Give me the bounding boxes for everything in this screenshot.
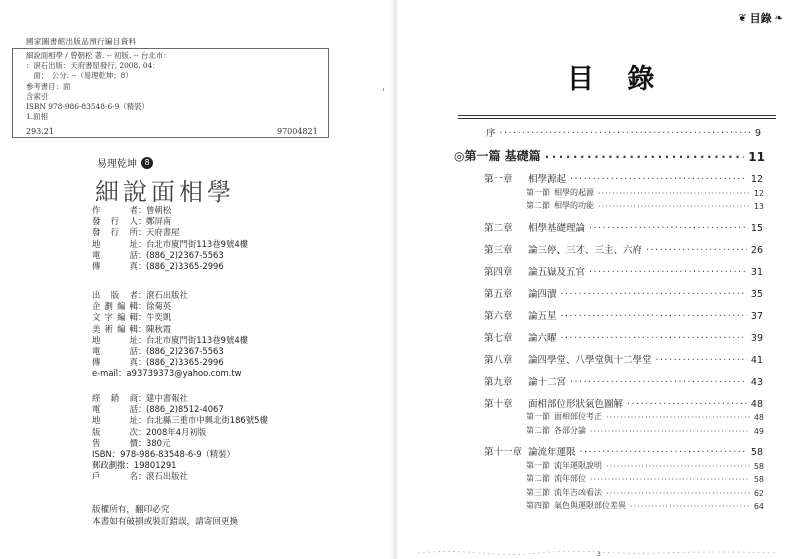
title-rule bbox=[458, 115, 776, 116]
info-row: 發行所 ： 天府書屋 bbox=[92, 227, 180, 238]
toc-chapter[interactable] bbox=[484, 242, 763, 256]
toc-chapter-page: 12 bbox=[750, 174, 763, 185]
toc-section[interactable] bbox=[526, 500, 764, 511]
toc-preface[interactable] bbox=[486, 125, 761, 139]
cip-line: ISBN 978-986-83548-6-9（精裝） bbox=[26, 102, 149, 112]
leader-dots bbox=[590, 427, 750, 436]
running-header bbox=[738, 10, 783, 26]
leader-dots bbox=[500, 128, 751, 139]
info-row: 文字編輯 ： 牛奕凱 bbox=[92, 312, 172, 323]
editorial-info-block bbox=[92, 290, 248, 380]
toc-chapter-page: 15 bbox=[750, 222, 763, 234]
left-page-copyright bbox=[0, 0, 393, 559]
leader-dots bbox=[656, 355, 747, 366]
toc-section-page: 58 bbox=[753, 461, 764, 471]
leader-dots bbox=[627, 399, 747, 410]
toc-chapter[interactable] bbox=[484, 264, 763, 278]
cip-line: 含索引 bbox=[26, 91, 49, 101]
info-row: 傳 真 ： (886_2)3365-2996 bbox=[92, 261, 224, 272]
toc-chapter[interactable] bbox=[484, 171, 763, 185]
info-row: 電 話 ： (886_2)2367-5563 bbox=[92, 249, 224, 260]
toc-chapter-page: 43 bbox=[750, 376, 763, 388]
toc-section-label: 第二節 各部分論 bbox=[526, 425, 586, 435]
toc-section-page: 64 bbox=[753, 502, 764, 511]
toc-chapter-label: 第八章 論四學堂、八學堂與十二學堂 bbox=[484, 354, 652, 366]
distribution-info-block bbox=[92, 393, 268, 483]
toc-chapter-page: 37 bbox=[750, 310, 763, 322]
toc-section-label: 第三節 流年吉凶看法 bbox=[526, 487, 602, 497]
toc-part-label: ◎第一篇 基礎篇 bbox=[454, 149, 541, 163]
cip-classification: 293.21 bbox=[26, 127, 54, 136]
toc-chapter[interactable] bbox=[484, 330, 763, 344]
page-number: 3 bbox=[597, 551, 601, 558]
leader-dots bbox=[589, 223, 747, 234]
toc-section-page: 58 bbox=[753, 475, 764, 484]
cip-title: 國家圖書館出版品預行編目資料 bbox=[26, 37, 137, 46]
leader-dots bbox=[590, 475, 750, 484]
leader-dots bbox=[630, 502, 750, 511]
toc-section-page: 49 bbox=[753, 426, 764, 436]
cip-line: ：滾石出版：天府書屋發行, 2008. 04： bbox=[26, 61, 160, 71]
toc-chapter-label: 第一章 相學源起 bbox=[484, 174, 567, 185]
info-row: 美術編輯 ： 陳秋霞 bbox=[92, 323, 172, 334]
toc-section-page: 12 bbox=[753, 188, 764, 198]
toc-chapter-page: 31 bbox=[750, 266, 763, 278]
toc-chapter-label: 第九章 論十二宮 bbox=[484, 376, 567, 388]
info-row: 地 址 ： 台北市廈門街113巷9號4樓 bbox=[92, 334, 249, 345]
info-row: 企劃編輯 ： 徐菊英 bbox=[92, 301, 172, 312]
notice-line: 本書如有破損或裝訂錯誤，請寄回更換 bbox=[92, 517, 239, 527]
toc-part[interactable] bbox=[454, 147, 765, 164]
toc-section-page: 62 bbox=[753, 488, 764, 498]
notice-line: 版權所有，翻印必究 bbox=[92, 505, 170, 515]
info-row: 發行人 ： 鄭屏南 bbox=[92, 216, 172, 227]
running-header-text: 目錄 bbox=[749, 12, 772, 25]
toc-chapter-page: 41 bbox=[750, 354, 763, 366]
info-row: 地 址 ： 台北市廈門街113巷9號4樓 bbox=[92, 238, 249, 249]
leader-dots bbox=[561, 289, 747, 300]
toc-chapter-label: 第二章 相學基礎理論 bbox=[484, 222, 586, 234]
toc-chapter-page: 58 bbox=[750, 447, 763, 458]
toc-chapter[interactable] bbox=[484, 286, 763, 300]
toc-chapter[interactable] bbox=[484, 396, 763, 410]
toc-preface-label: 序 bbox=[486, 128, 496, 139]
cip-line: 參考書目：面 bbox=[26, 81, 71, 91]
toc-preface-page: 9 bbox=[754, 128, 761, 139]
toc-section-page: 13 bbox=[753, 202, 764, 211]
info-row: 售 價 ： 380元 bbox=[92, 437, 171, 448]
toc-section-label: 第一節 面相部位考正 bbox=[526, 412, 602, 421]
toc-section-label: 第四節 氣色與運限部位差異 bbox=[526, 501, 626, 510]
leader-dots bbox=[606, 489, 750, 498]
toc-chapter-page: 39 bbox=[750, 332, 763, 344]
cip-line: 細說面相學 / 曾朝松 著. -- 初版. -- 台北市： bbox=[26, 51, 171, 60]
toc-chapter-label: 第四章 論五嶽及五官 bbox=[484, 266, 586, 278]
series-label bbox=[97, 155, 153, 170]
leader-dots bbox=[646, 245, 747, 256]
leader-dots bbox=[570, 174, 747, 185]
toc-chapter-page: 26 bbox=[750, 244, 763, 256]
toc-section-label: 第二節 相學的功能 bbox=[526, 201, 594, 210]
toc-section-page: 48 bbox=[753, 413, 764, 422]
toc-chapter[interactable] bbox=[484, 308, 763, 322]
toc-chapter-label: 第十章 面相部位形狀氣色圖解 bbox=[484, 398, 624, 410]
toc-section[interactable] bbox=[526, 473, 764, 484]
leader-dots bbox=[598, 189, 750, 198]
toc-chapter-page: 35 bbox=[750, 288, 763, 300]
toc-part-page: 11 bbox=[748, 150, 765, 164]
ornament-icon: ❧ bbox=[774, 12, 783, 24]
info-row: 地 址 ： 台北縣三重市中興北街186號5樓 bbox=[92, 415, 268, 426]
email-address: e-mail：a93739373@yahoo.com.tw bbox=[92, 368, 242, 379]
toc-section[interactable] bbox=[526, 487, 764, 498]
series-number-badge: 8 bbox=[141, 157, 153, 169]
toc-chapter-page: 48 bbox=[750, 398, 763, 410]
copyright-notice bbox=[92, 504, 238, 528]
info-row: 傳 真 ： (886_2)3365-2996 bbox=[92, 357, 224, 368]
ornament-icon: ❦ bbox=[738, 12, 747, 24]
toc-chapter-label: 第五章 論四瀆 bbox=[484, 288, 557, 300]
cip-record bbox=[26, 51, 326, 122]
cip-code: 97004821 bbox=[277, 127, 318, 136]
leader-dots bbox=[606, 413, 750, 422]
leader-dots bbox=[580, 447, 747, 458]
toc-chapter-label: 第三章 論三停、三才、三主、六府 bbox=[484, 244, 643, 256]
toc-chapter[interactable] bbox=[484, 374, 763, 388]
toc-section-label: 第一節 流年運限說明 bbox=[526, 460, 602, 470]
leader-dots bbox=[598, 202, 750, 211]
toc-title: 目 錄 bbox=[567, 64, 667, 95]
toc-section[interactable] bbox=[526, 411, 764, 422]
info-row: 經銷商 ： 建中書報社 bbox=[92, 393, 188, 403]
toc-chapter-label: 第七章 論六曜 bbox=[484, 332, 557, 344]
cip-line: 1.面相 bbox=[26, 112, 48, 122]
publisher-info-block bbox=[92, 205, 248, 272]
postal-account: 郵政劃撥：19801291 bbox=[92, 460, 177, 471]
info-row: 電 話 ： (886_2)8512-4067 bbox=[92, 404, 224, 415]
leader-dots bbox=[589, 267, 747, 278]
toc-chapter[interactable] bbox=[484, 352, 763, 366]
toc-chapter-label: 第十一章 論流年運限 bbox=[484, 447, 576, 458]
right-page-toc bbox=[398, 0, 793, 559]
toc-section[interactable] bbox=[526, 425, 764, 436]
toc-section-label: 第二節 流年部位 bbox=[526, 474, 586, 483]
info-row: 作 者 ： 曾朝松 bbox=[92, 205, 172, 215]
toc-chapter[interactable] bbox=[484, 444, 763, 458]
info-row: 戶 名 ： 滾石出版社 bbox=[92, 471, 188, 482]
title-rule bbox=[458, 118, 776, 119]
toc-section[interactable] bbox=[526, 460, 764, 471]
toc-section[interactable] bbox=[526, 187, 764, 198]
info-row: 出版者 ： 滾石出版社 bbox=[92, 290, 188, 300]
toc-chapter-label: 第六章 論五星 bbox=[484, 310, 557, 322]
info-row: 版 次 ： 2008年4月初版 bbox=[92, 426, 207, 437]
margin-mark bbox=[383, 88, 384, 91]
series-name: 易理乾坤 bbox=[97, 159, 137, 170]
toc-section-label: 第一節 相學的起源 bbox=[526, 187, 594, 197]
toc-chapter[interactable] bbox=[484, 220, 763, 234]
isbn: ISBN：978-986-83548-6-9（精裝） bbox=[92, 449, 236, 460]
cip-line: 面； 公分. --（易理乾坤；8） bbox=[26, 71, 133, 81]
leader-dots bbox=[561, 333, 747, 344]
book-title: 細說面相學 bbox=[95, 178, 235, 206]
leader-dots bbox=[545, 150, 745, 164]
leader-dots bbox=[561, 311, 747, 322]
leader-dots bbox=[606, 462, 750, 471]
toc-section[interactable] bbox=[526, 200, 764, 211]
info-row: 電 話 ： (886_2)2367-5563 bbox=[92, 346, 224, 357]
leader-dots bbox=[570, 377, 747, 388]
